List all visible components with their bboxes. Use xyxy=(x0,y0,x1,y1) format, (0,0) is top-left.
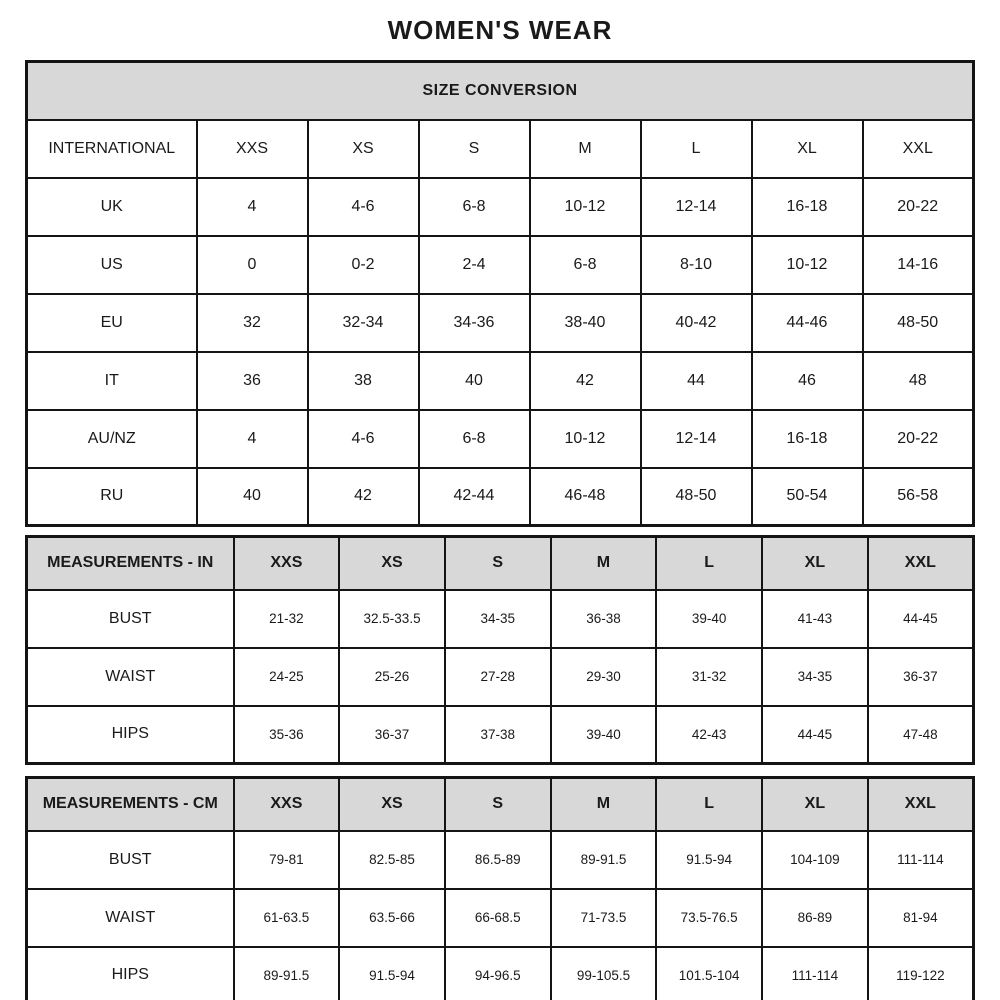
table-cell: 10-12 xyxy=(530,178,641,236)
measurements-in-table xyxy=(25,535,975,765)
table-cell: 104-109 xyxy=(762,831,868,889)
table-cell: 34-36 xyxy=(419,294,530,352)
table-cell: 81-94 xyxy=(868,889,974,947)
table-cell: 46 xyxy=(752,352,863,410)
table-cell: 37-38 xyxy=(445,706,551,764)
col-header-s: S xyxy=(445,778,551,831)
table-row-ru xyxy=(27,468,974,526)
table-cell: 36-37 xyxy=(868,648,974,706)
size-conversion-header-row xyxy=(27,120,974,178)
col-header-xs: XS xyxy=(308,120,419,178)
table-cell: 0 xyxy=(197,236,308,294)
table-cell: 32 xyxy=(197,294,308,352)
table-cell: 4-6 xyxy=(308,178,419,236)
table-cell: 4 xyxy=(197,178,308,236)
row-label-uk: UK xyxy=(27,178,197,236)
table-cell: 44 xyxy=(641,352,752,410)
table-gap xyxy=(0,765,1000,776)
measurements-in-title: MEASUREMENTS - IN xyxy=(27,537,234,590)
table-cell: 86.5-89 xyxy=(445,831,551,889)
table-cell: 119-122 xyxy=(868,947,974,1000)
measurements-cm-table xyxy=(25,776,975,1000)
col-header-l: L xyxy=(656,778,762,831)
table-cell: 47-48 xyxy=(868,706,974,764)
col-header-xxs: XXS xyxy=(234,537,340,590)
table-cell: 71-73.5 xyxy=(551,889,657,947)
table-cell: 8-10 xyxy=(641,236,752,294)
table-row-hips-cm xyxy=(27,947,974,1000)
table-cell: 56-58 xyxy=(863,468,974,526)
col-header-xl: XL xyxy=(752,120,863,178)
table-cell: 99-105.5 xyxy=(551,947,657,1000)
table-row-it xyxy=(27,352,974,410)
page-title: WOMEN'S WEAR xyxy=(387,15,613,45)
table-cell: 89-91.5 xyxy=(551,831,657,889)
table-cell: 34-35 xyxy=(762,648,868,706)
table-cell: 111-114 xyxy=(868,831,974,889)
row-label-waist: WAIST xyxy=(27,648,234,706)
table-cell: 39-40 xyxy=(551,706,657,764)
table-row-aunz xyxy=(27,410,974,468)
table-cell: 32.5-33.5 xyxy=(339,590,445,648)
table-cell: 2-4 xyxy=(419,236,530,294)
col-header-international: INTERNATIONAL xyxy=(27,120,197,178)
col-header-m: M xyxy=(530,120,641,178)
col-header-xl: XL xyxy=(762,537,868,590)
table-cell: 36-37 xyxy=(339,706,445,764)
table-row-us xyxy=(27,236,974,294)
col-header-xxl: XXL xyxy=(863,120,974,178)
table-cell: 48-50 xyxy=(641,468,752,526)
measurements-cm-header-row xyxy=(27,778,974,831)
table-cell: 101.5-104 xyxy=(656,947,762,1000)
col-header-l: L xyxy=(641,120,752,178)
table-row-bust-in xyxy=(27,590,974,648)
table-cell: 94-96.5 xyxy=(445,947,551,1000)
col-header-m: M xyxy=(551,537,657,590)
col-header-xxl: XXL xyxy=(868,537,974,590)
table-cell: 29-30 xyxy=(551,648,657,706)
table-cell: 42-44 xyxy=(419,468,530,526)
table-cell: 24-25 xyxy=(234,648,340,706)
table-cell: 12-14 xyxy=(641,178,752,236)
table-cell: 40 xyxy=(197,468,308,526)
table-cell: 42-43 xyxy=(656,706,762,764)
table-gap xyxy=(0,527,1000,535)
table-cell: 10-12 xyxy=(530,410,641,468)
col-header-xl: XL xyxy=(762,778,868,831)
row-label-eu: EU xyxy=(27,294,197,352)
row-label-bust: BUST xyxy=(27,831,234,889)
table-cell: 4 xyxy=(197,410,308,468)
row-label-ru: RU xyxy=(27,468,197,526)
table-cell: 12-14 xyxy=(641,410,752,468)
table-cell: 48-50 xyxy=(863,294,974,352)
row-label-hips: HIPS xyxy=(27,947,234,1000)
col-header-s: S xyxy=(445,537,551,590)
col-header-xs: XS xyxy=(339,778,445,831)
table-cell: 6-8 xyxy=(419,178,530,236)
table-cell: 48 xyxy=(863,352,974,410)
table-cell: 20-22 xyxy=(863,410,974,468)
size-conversion-banner-row xyxy=(27,62,974,120)
row-label-it: IT xyxy=(27,352,197,410)
table-cell: 27-28 xyxy=(445,648,551,706)
table-cell: 63.5-66 xyxy=(339,889,445,947)
table-cell: 4-6 xyxy=(308,410,419,468)
table-cell: 46-48 xyxy=(530,468,641,526)
table-cell: 91.5-94 xyxy=(339,947,445,1000)
col-header-l: L xyxy=(656,537,762,590)
col-header-m: M xyxy=(551,778,657,831)
table-cell: 34-35 xyxy=(445,590,551,648)
table-row-waist-cm xyxy=(27,889,974,947)
table-cell: 42 xyxy=(530,352,641,410)
table-cell: 66-68.5 xyxy=(445,889,551,947)
col-header-xs: XS xyxy=(339,537,445,590)
table-cell: 36-38 xyxy=(551,590,657,648)
table-cell: 41-43 xyxy=(762,590,868,648)
table-row-bust-cm xyxy=(27,831,974,889)
table-cell: 16-18 xyxy=(752,178,863,236)
table-cell: 39-40 xyxy=(656,590,762,648)
table-cell: 38 xyxy=(308,352,419,410)
table-cell: 25-26 xyxy=(339,648,445,706)
table-cell: 111-114 xyxy=(762,947,868,1000)
table-cell: 89-91.5 xyxy=(234,947,340,1000)
table-cell: 42 xyxy=(308,468,419,526)
table-cell: 6-8 xyxy=(530,236,641,294)
table-cell: 40 xyxy=(419,352,530,410)
table-cell: 31-32 xyxy=(656,648,762,706)
table-cell: 10-12 xyxy=(752,236,863,294)
table-cell: 61-63.5 xyxy=(234,889,340,947)
table-cell: 16-18 xyxy=(752,410,863,468)
table-cell: 35-36 xyxy=(234,706,340,764)
row-label-waist: WAIST xyxy=(27,889,234,947)
table-cell: 91.5-94 xyxy=(656,831,762,889)
table-cell: 36 xyxy=(197,352,308,410)
table-cell: 79-81 xyxy=(234,831,340,889)
row-label-hips: HIPS xyxy=(27,706,234,764)
table-cell: 82.5-85 xyxy=(339,831,445,889)
table-cell: 32-34 xyxy=(308,294,419,352)
table-cell: 0-2 xyxy=(308,236,419,294)
col-header-xxl: XXL xyxy=(868,778,974,831)
row-label-us: US xyxy=(27,236,197,294)
table-row-uk xyxy=(27,178,974,236)
row-label-aunz: AU/NZ xyxy=(27,410,197,468)
table-cell: 44-46 xyxy=(752,294,863,352)
table-cell: 44-45 xyxy=(762,706,868,764)
table-cell: 20-22 xyxy=(863,178,974,236)
table-cell: 21-32 xyxy=(234,590,340,648)
table-cell: 6-8 xyxy=(419,410,530,468)
col-header-xxs: XXS xyxy=(197,120,308,178)
table-cell: 44-45 xyxy=(868,590,974,648)
table-cell: 86-89 xyxy=(762,889,868,947)
table-row-eu xyxy=(27,294,974,352)
size-conversion-banner: SIZE CONVERSION xyxy=(27,62,974,120)
col-header-xxs: XXS xyxy=(234,778,340,831)
col-header-s: S xyxy=(419,120,530,178)
table-cell: 40-42 xyxy=(641,294,752,352)
row-label-bust: BUST xyxy=(27,590,234,648)
measurements-cm-title: MEASUREMENTS - CM xyxy=(27,778,234,831)
table-row-hips-in xyxy=(27,706,974,764)
measurements-in-header-row xyxy=(27,537,974,590)
table-cell: 73.5-76.5 xyxy=(656,889,762,947)
table-cell: 14-16 xyxy=(863,236,974,294)
table-row-waist-in xyxy=(27,648,974,706)
table-cell: 38-40 xyxy=(530,294,641,352)
table-cell: 50-54 xyxy=(752,468,863,526)
size-conversion-table xyxy=(25,60,975,527)
